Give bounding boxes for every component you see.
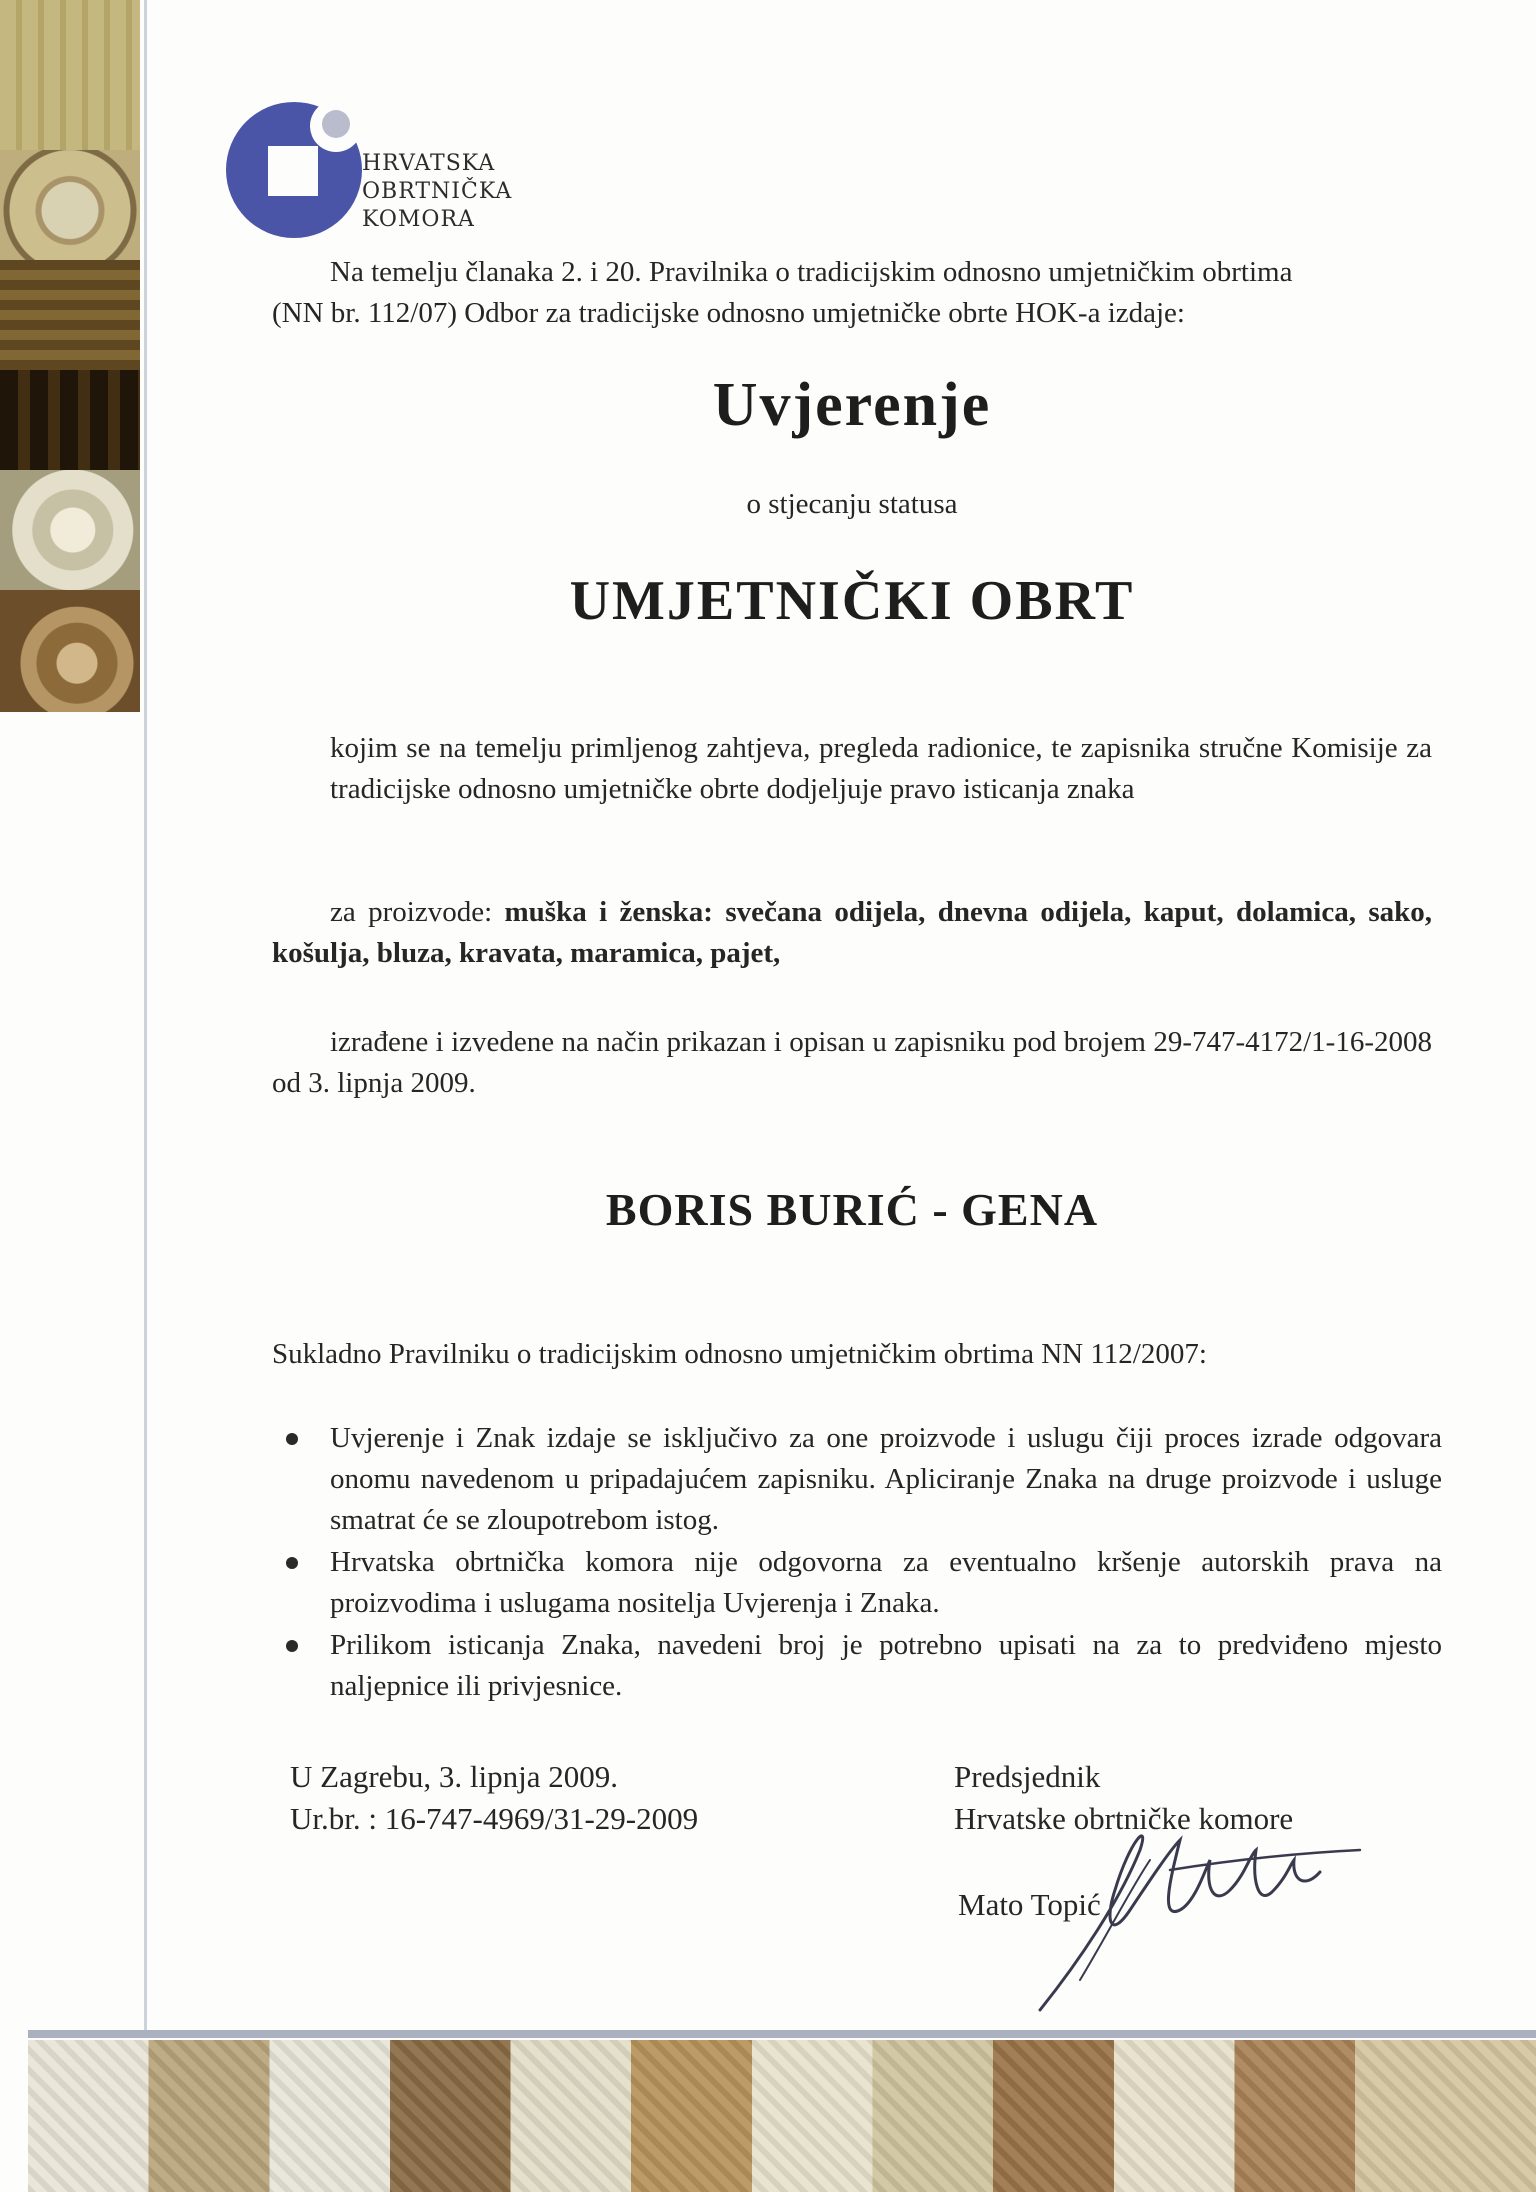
regulation-line: Sukladno Pravilniku o tradicijskim odnosno umjetničkim obrtima NN 112/2007: xyxy=(272,1338,1207,1370)
ornament-tile xyxy=(0,470,140,590)
rule-item xyxy=(272,1418,1442,1541)
products-paragraph xyxy=(272,892,1432,974)
bullet-icon xyxy=(286,1640,298,1652)
record-paragraph xyxy=(272,1022,1432,1104)
status-heading: UMJETNIČKI OBRT xyxy=(569,570,1135,632)
bullet-icon xyxy=(286,1433,298,1445)
logo-square xyxy=(268,146,318,196)
signature-underline xyxy=(1170,1850,1360,1870)
grant-paragraph xyxy=(272,728,1432,810)
left-divider-line xyxy=(144,0,147,2030)
ornament-tile xyxy=(0,370,140,470)
rule-text: Hrvatska obrtnička komora nije odgovorna za eventualno kršenje autorskih prava na proizvodima i uslugama nositelja Uvjerenja i Znaka. xyxy=(330,1546,1442,1619)
ornament-tile xyxy=(0,590,140,712)
document-subtitle: o stjecanju statusa xyxy=(746,488,958,520)
bullet-icon xyxy=(286,1557,298,1569)
president-role-2: Hrvatske obrtničke komore xyxy=(954,1801,1294,1836)
record-text: izrađene i izvedene na način prikazan i opisan u zapisniku pod brojem 29-747-4172/1-16-2008 od 3. lipnja 2009. xyxy=(272,1026,1432,1099)
decorative-bottom-strip xyxy=(28,2040,1536,2192)
logo-wordmark xyxy=(362,150,512,234)
president-role-1: Predsjednik xyxy=(954,1759,1101,1794)
place-and-reference xyxy=(290,1756,698,1840)
logo-dot xyxy=(322,110,350,138)
products-list: muška i ženska: svečana odijela, dnevna odijela, kaput, dolamica, sako, košulja, bluza, kravata, maramica, pajet, xyxy=(272,896,1432,969)
bottom-divider-line xyxy=(28,2030,1536,2038)
holder-name: BORIS BURIĆ - GENA xyxy=(605,1184,1099,1235)
intro-line-1: Na temelju članaka 2. i 20. Pravilnika o tradicijskim odnosno umjetničkim obrtima xyxy=(330,256,1293,288)
ornament-tile xyxy=(0,0,140,150)
logo-line-2: OBRTNIČKA xyxy=(362,179,513,204)
ornament-tile xyxy=(0,260,140,370)
reference-number: Ur.br. : 16-747-4969/31-29-2009 xyxy=(290,1801,699,1836)
signature-stroke xyxy=(1040,1836,1320,2010)
intro-paragraph xyxy=(272,252,1432,334)
products-prefix: za proizvode: xyxy=(330,896,505,928)
signer-name: Mato Topić xyxy=(958,1887,1101,1922)
rule-text: Uvjerenje i Znak izdaje se isključivo za one proizvode i uslugu čiji proces izrade odgovara onomu navedenom u pripadajućem zapisniku. Apliciranje Znaka na druge proizvode i usluge smatrat će se zloupotrebom istog. xyxy=(330,1422,1442,1536)
place-date: U Zagrebu, 3. lipnja 2009. xyxy=(290,1759,619,1794)
rule-item xyxy=(272,1542,1442,1624)
logo-line-3: KOMORA xyxy=(362,207,475,232)
handwritten-signature xyxy=(1020,1810,1380,2020)
intro-line-2: (NN br. 112/07) Odbor za tradicijske odnosno umjetničke obrte HOK-a izdaje: xyxy=(272,297,1185,329)
document-title: Uvjerenje xyxy=(712,371,992,439)
logo-line-1: HRVATSKA xyxy=(362,151,496,176)
grant-text: kojim se na temelju primljenog zahtjeva, pregleda radionice, te zapisnika stručne Komisije za tradicijske odnosno umjetničke obrte dodjeljuje pravo isticanja znaka xyxy=(330,732,1432,805)
rule-item xyxy=(272,1625,1442,1707)
rule-text: Prilikom isticanja Znaka, navedeni broj je potrebno upisati na za to predviđeno mjesto naljepnice ili privjesnice. xyxy=(330,1629,1442,1702)
signature-stroke xyxy=(1080,1860,1150,1980)
rules-list xyxy=(272,1418,1442,1708)
ornament-tile xyxy=(0,150,140,260)
decorative-left-strip xyxy=(0,0,140,712)
hok-logo xyxy=(224,98,366,240)
